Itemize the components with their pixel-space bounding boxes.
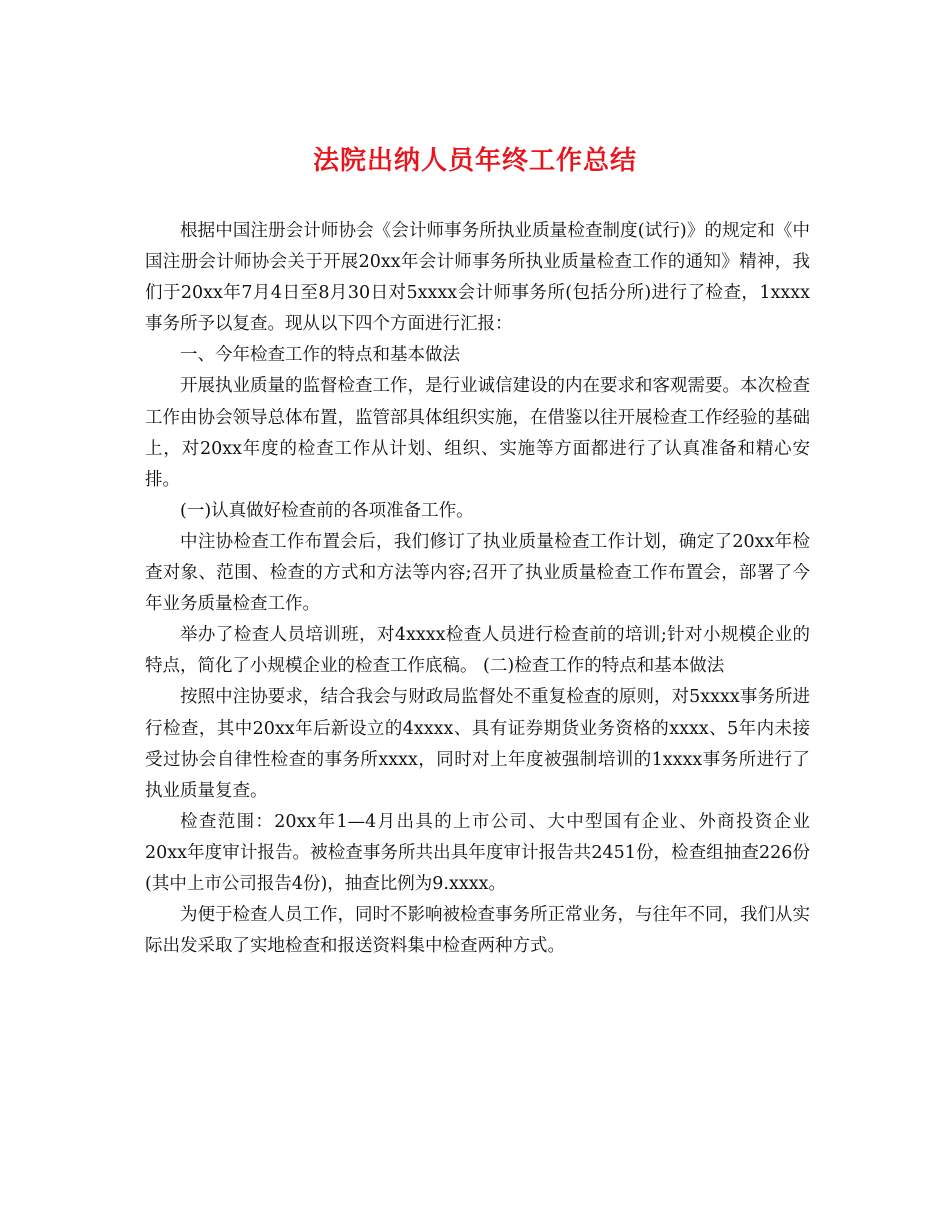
- paragraph-inspection-targets: 按照中注协要求，结合我会与财政局监督处不重复检查的原则，对5xxxx事务所进行检查，其中20xx年后新设立的4xxxx、具有证券期货业务资格的xxxx、5年内未接受过协会自律性检查的事务所xxxx，同时对上年度被强制培训的1xxxx事务所进行了执业质量复查。: [145, 687, 810, 801]
- paragraph-training: 举办了检查人员培训班，对4xxxx检查人员进行检查前的培训;针对小规模企业的特点，简化了小规模企业的检查工作底稿。 (二)检查工作的特点和基本做法: [145, 625, 810, 677]
- document-title: 法院出纳人员年终工作总结: [312, 146, 637, 176]
- paragraph-inspection-scope: 检查范围：20xx年1—4月出具的上市公司、大中型国有企业、外商投资企业20xx年度审计报告。被检查事务所共出具年度审计报告共2451份，检查组抽查226份(其中上市公司报告4份)，抽查比例为9.xxxx。: [145, 811, 810, 894]
- paragraph-intro: 根据中国注册会计师协会《会计师事务所执业质量检查制度(试行)》的规定和《中国注册会计师协会关于开展20xx年会计师事务所执业质量检查工作的通知》精神，我们于20xx年7月4日至8月30日对5xxxx会计师事务所(包括分所)进行了检查，1xxxx事务所予以复查。现从以下四个方面进行汇报：: [145, 221, 810, 335]
- section-heading-1: 一、今年检查工作的特点和基本做法: [180, 345, 460, 366]
- paragraph-inspection-methods: 为便于检查人员工作，同时不影响被检查事务所正常业务，与往年不同，我们从实际出发采取了实地检查和报送资料集中检查两种方式。: [145, 905, 810, 957]
- paragraph-planning: 中注协检查工作布置会后，我们修订了执业质量检查工作计划，确定了20xx年检查对象、范围、检查的方式和方法等内容;召开了执业质量检查工作布置会，部署了今年业务质量检查工作。: [145, 531, 810, 615]
- document-body: [145, 216, 810, 962]
- subsection-heading-1: (一)认真做好检查前的各项准备工作。: [180, 500, 474, 521]
- paragraph-supervision: 开展执业质量的监督检查工作，是行业诚信建设的内在要求和客观需要。本次检查工作由协会领导总体布置，监管部具体组织实施，在借鉴以往开展检查工作经验的基础上，对20xx年度的检查工作从计划、组织、实施等方面都进行了认真准备和精心安排。: [145, 376, 810, 490]
